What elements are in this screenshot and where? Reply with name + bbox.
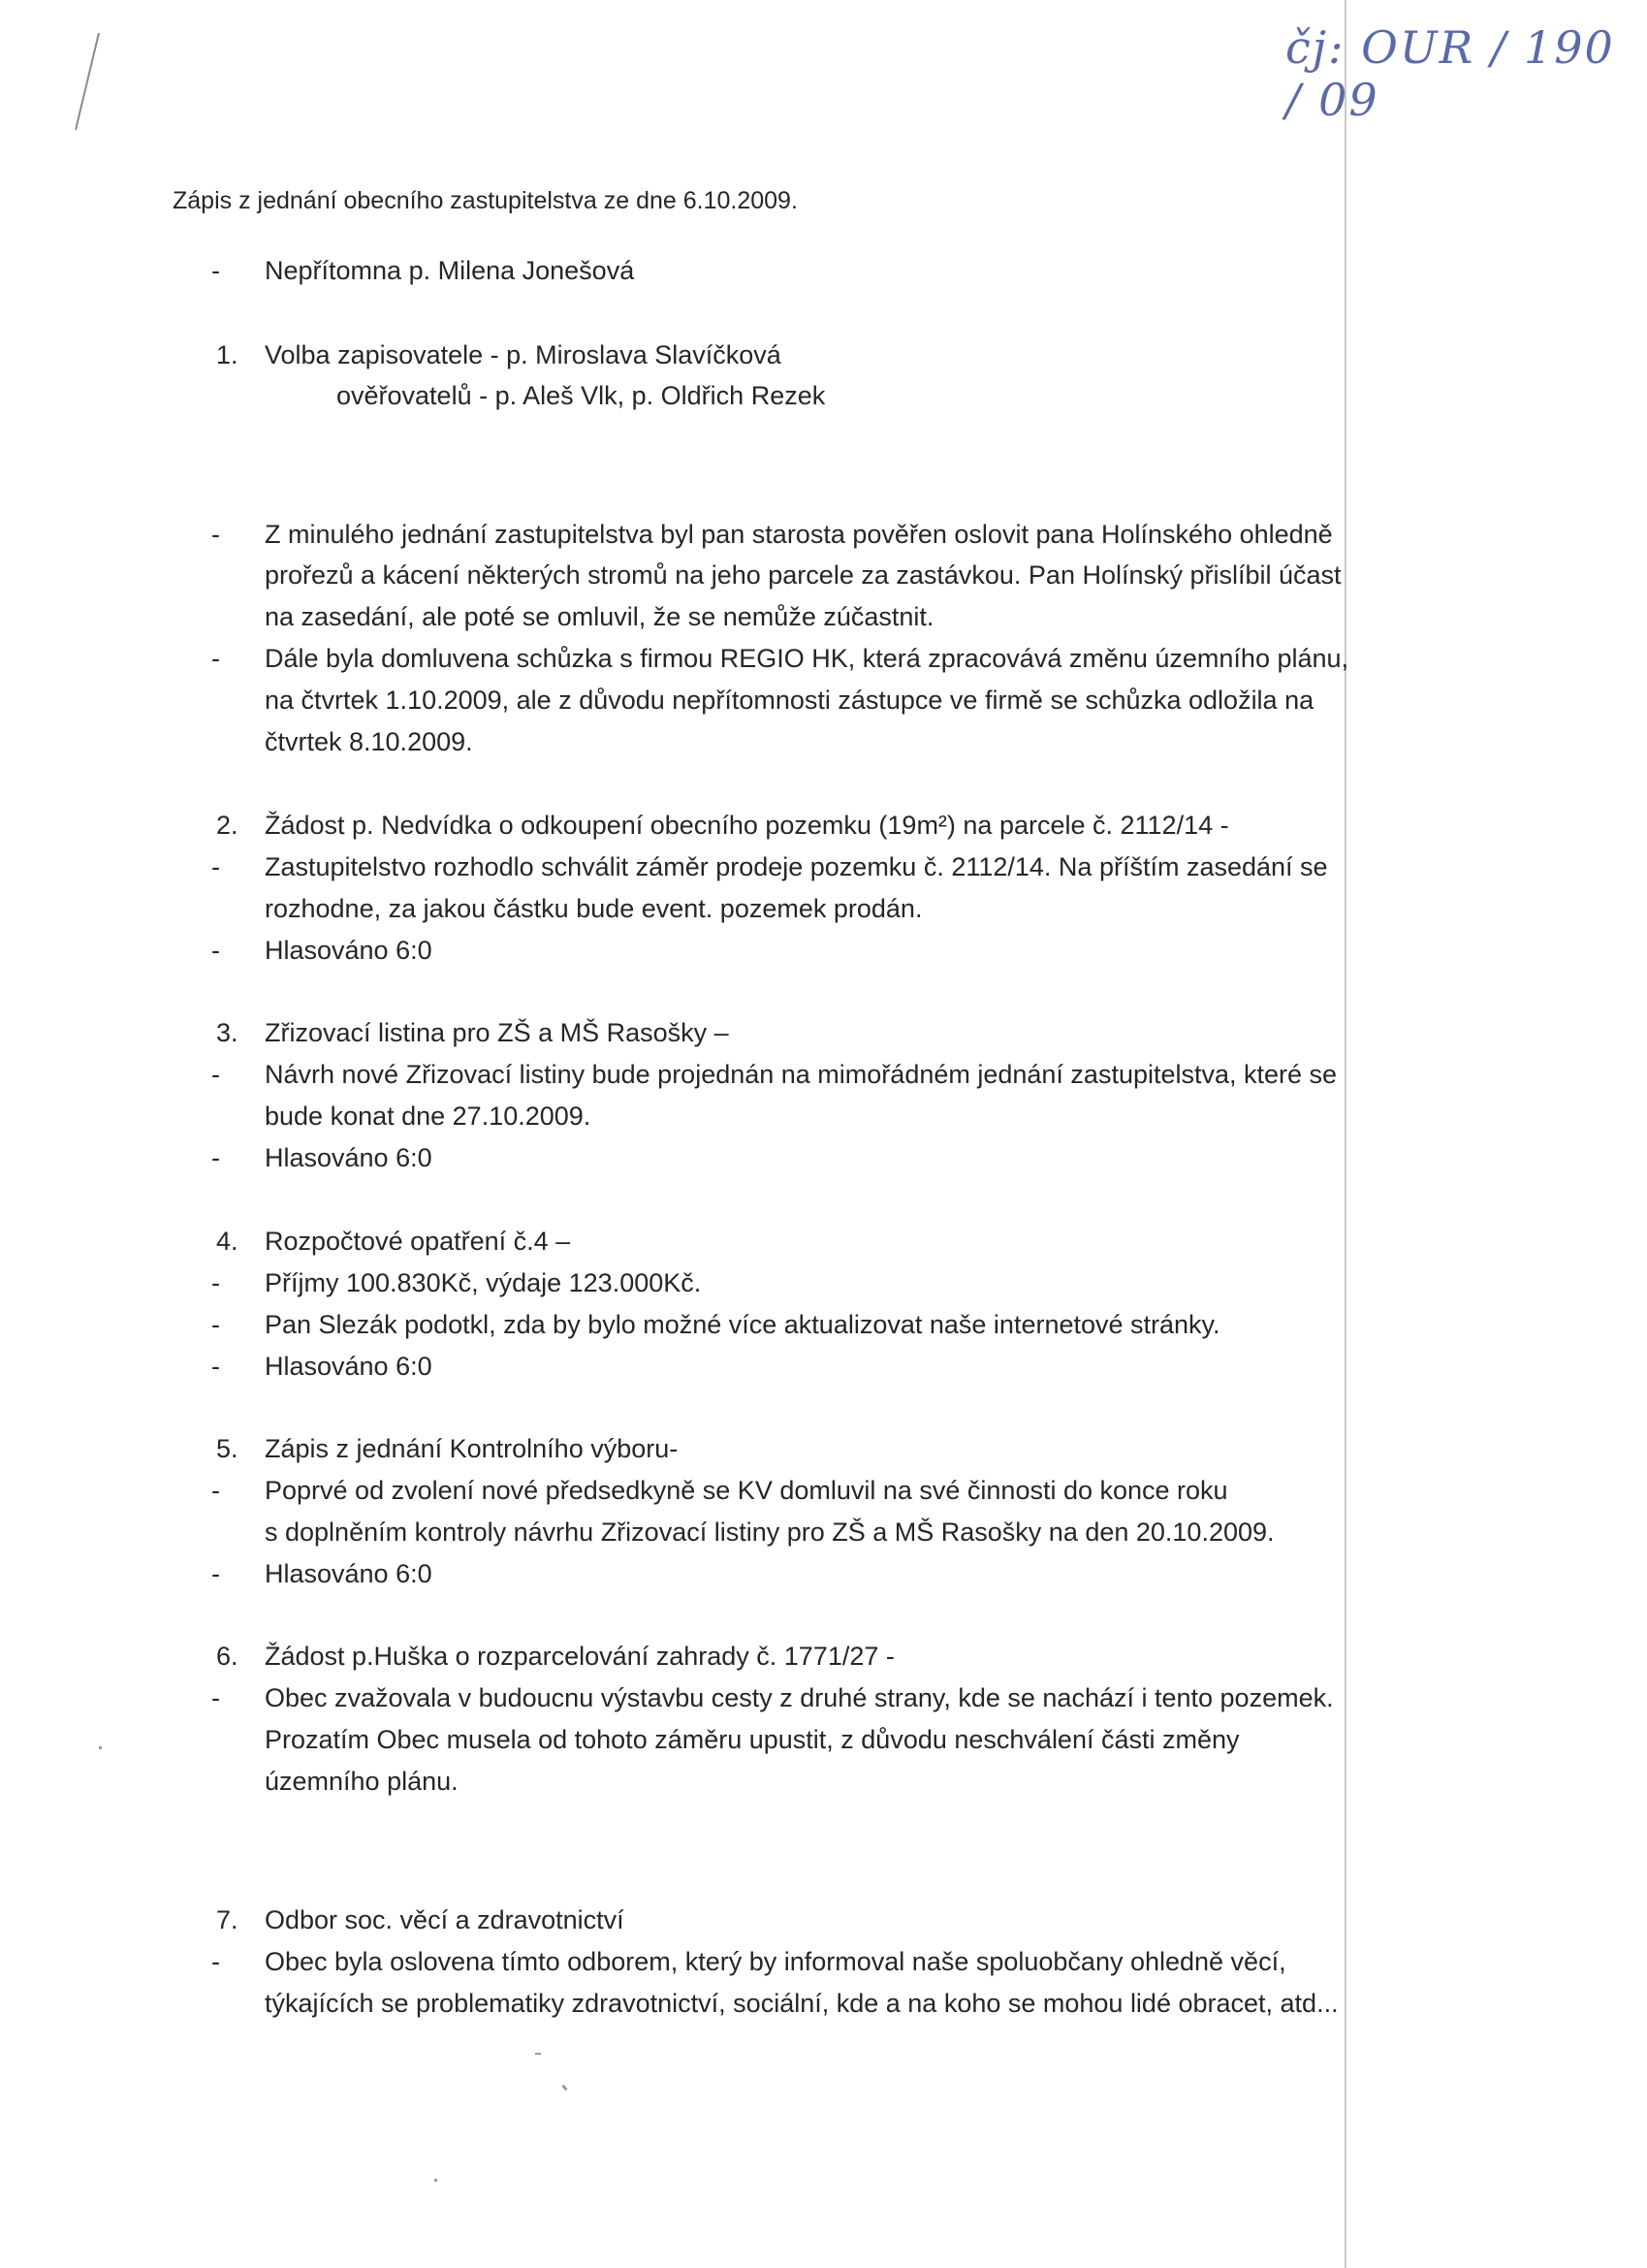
- scan-speck: [561, 2085, 567, 2092]
- bullet-dash: -: [211, 1310, 220, 1339]
- item-number: 2.: [216, 811, 238, 840]
- intro-p1-line-3: na zasedání, ale poté se omluvil, že se nemůže zúčastnit.: [265, 602, 934, 631]
- bullet-dash: -: [211, 936, 220, 965]
- item-1-line-1: Volba zapisovatele - p. Miroslava Slavíčková: [265, 340, 781, 369]
- item-number: 7.: [216, 1905, 238, 1934]
- item-6-text-line-3: územního plánu.: [265, 1767, 459, 1796]
- item-5-heading: Zápis z jednání Kontrolního výboru-: [265, 1434, 679, 1463]
- scan-edge-line: [1345, 0, 1346, 2268]
- item-6-heading: Žádost p.Huška o rozparcelování zahrady č. 1771/27 -: [265, 1642, 895, 1671]
- intro-p1-line-1: Z minulého jednání zastupitelstva byl pan starosta pověřen oslovit pana Holínského ohledně: [265, 520, 1333, 549]
- item-6-text-line-1: Obec zvažovala v budoucnu výstavbu cesty z druhé strany, kde se nachází i tento pozemek.: [265, 1683, 1334, 1712]
- item-7-heading: Odbor soc. věcí a zdravotnictví: [265, 1905, 624, 1934]
- bullet-dash: -: [211, 1683, 220, 1712]
- item-4-remark: Pan Slezák podotkl, zda by bylo možné více aktualizovat naše internetové stránky.: [265, 1310, 1220, 1339]
- bullet-dash: -: [211, 1143, 220, 1172]
- item-number: 5.: [216, 1434, 238, 1463]
- scan-speck: [99, 1746, 102, 1749]
- item-3-text-line-2: bude konat dne 27.10.2009.: [265, 1102, 591, 1131]
- item-number: 3.: [216, 1018, 238, 1047]
- item-number: 4.: [216, 1227, 238, 1256]
- bullet-dash: -: [211, 852, 220, 881]
- document-title: Zápis z jednání obecního zastupitelstva ze dne 6.10.2009.: [173, 187, 798, 214]
- handwritten-reference-number: čj: OUR / 190 / 09: [1285, 21, 1615, 126]
- item-5-text-line-1: Poprvé od zvolení nové předsedkyně se KV domluvil na své činnosti do konce roku: [265, 1476, 1228, 1505]
- bullet-dash: -: [211, 256, 220, 285]
- bullet-dash: -: [211, 1476, 220, 1505]
- item-3-text-line-1: Návrh nové Zřizovací listiny bude projednán na mimořádném jednání zastupitelstva, které se: [265, 1060, 1338, 1089]
- item-3-heading: Zřizovací listina pro ZŠ a MŠ Rasošky –: [265, 1018, 729, 1047]
- bullet-dash: -: [211, 1559, 220, 1588]
- item-7-text-line-1: Obec byla oslovena tímto odborem, který by informoval naše spoluobčany ohledně věcí,: [265, 1947, 1286, 1976]
- scan-speck: [535, 2053, 541, 2055]
- bullet-dash: -: [211, 1060, 220, 1089]
- intro-p2-line-3: čtvrtek 8.10.2009.: [265, 727, 473, 756]
- bullet-dash: -: [211, 1947, 220, 1976]
- intro-p2-line-2: na čtvrtek 1.10.2009, ale z důvodu nepřítomnosti zástupce ve firmě se schůzka odložila na: [265, 686, 1314, 715]
- item-2-heading: Žádost p. Nedvídka o odkoupení obecního pozemku (19m²) na parcele č. 2112/14 -: [265, 811, 1229, 840]
- bullet-dash: -: [211, 644, 220, 673]
- item-4-heading: Rozpočtové opatření č.4 –: [265, 1227, 571, 1256]
- item-number: 1.: [216, 340, 238, 369]
- item-6-text-line-2: Prozatím Obec musela od tohoto záměru upustit, z důvodu neschválení části změny: [265, 1725, 1240, 1754]
- absent-text: Nepřítomna p. Milena Jonešová: [265, 256, 635, 285]
- item-7-text-line-2: týkajících se problematiky zdravotnictví, sociální, kde a na koho se mohou lidé obracet, atd...: [265, 1989, 1339, 2018]
- item-4-budget: Příjmy 100.830Kč, výdaje 123.000Kč.: [265, 1268, 702, 1297]
- bullet-dash: -: [211, 520, 220, 549]
- item-2-vote: Hlasováno 6:0: [265, 936, 432, 965]
- bullet-dash: -: [211, 1268, 220, 1297]
- intro-p1-line-2: prořezů a kácení některých stromů na jeho parcele za zastávkou. Pan Holínský přislíbil účast: [265, 560, 1342, 590]
- item-2-text-line-1: Zastupitelstvo rozhodlo schválit záměr prodeje pozemku č. 2112/14. Na příštím zasedání se: [265, 852, 1328, 881]
- item-2-text-line-2: rozhodne, za jakou částku bude event. pozemek prodán.: [265, 894, 923, 923]
- bullet-dash: -: [211, 1352, 220, 1381]
- item-number: 6.: [216, 1642, 238, 1671]
- pen-stroke-mark: [68, 29, 107, 136]
- item-5-text-line-2: s doplněním kontroly návrhu Zřizovací listiny pro ZŠ a MŠ Rasošky na den 20.10.2009.: [265, 1517, 1275, 1547]
- item-4-vote: Hlasováno 6:0: [265, 1352, 432, 1381]
- intro-p2-line-1: Dále byla domluvena schůzka s firmou REGIO HK, která zpracovává změnu územního plánu,: [265, 644, 1349, 673]
- item-1-line-2: ověřovatelů - p. Aleš Vlk, p. Oldřich Rezek: [336, 381, 826, 410]
- scan-speck: [434, 2179, 437, 2182]
- item-5-vote: Hlasováno 6:0: [265, 1559, 432, 1588]
- item-3-vote: Hlasováno 6:0: [265, 1143, 432, 1172]
